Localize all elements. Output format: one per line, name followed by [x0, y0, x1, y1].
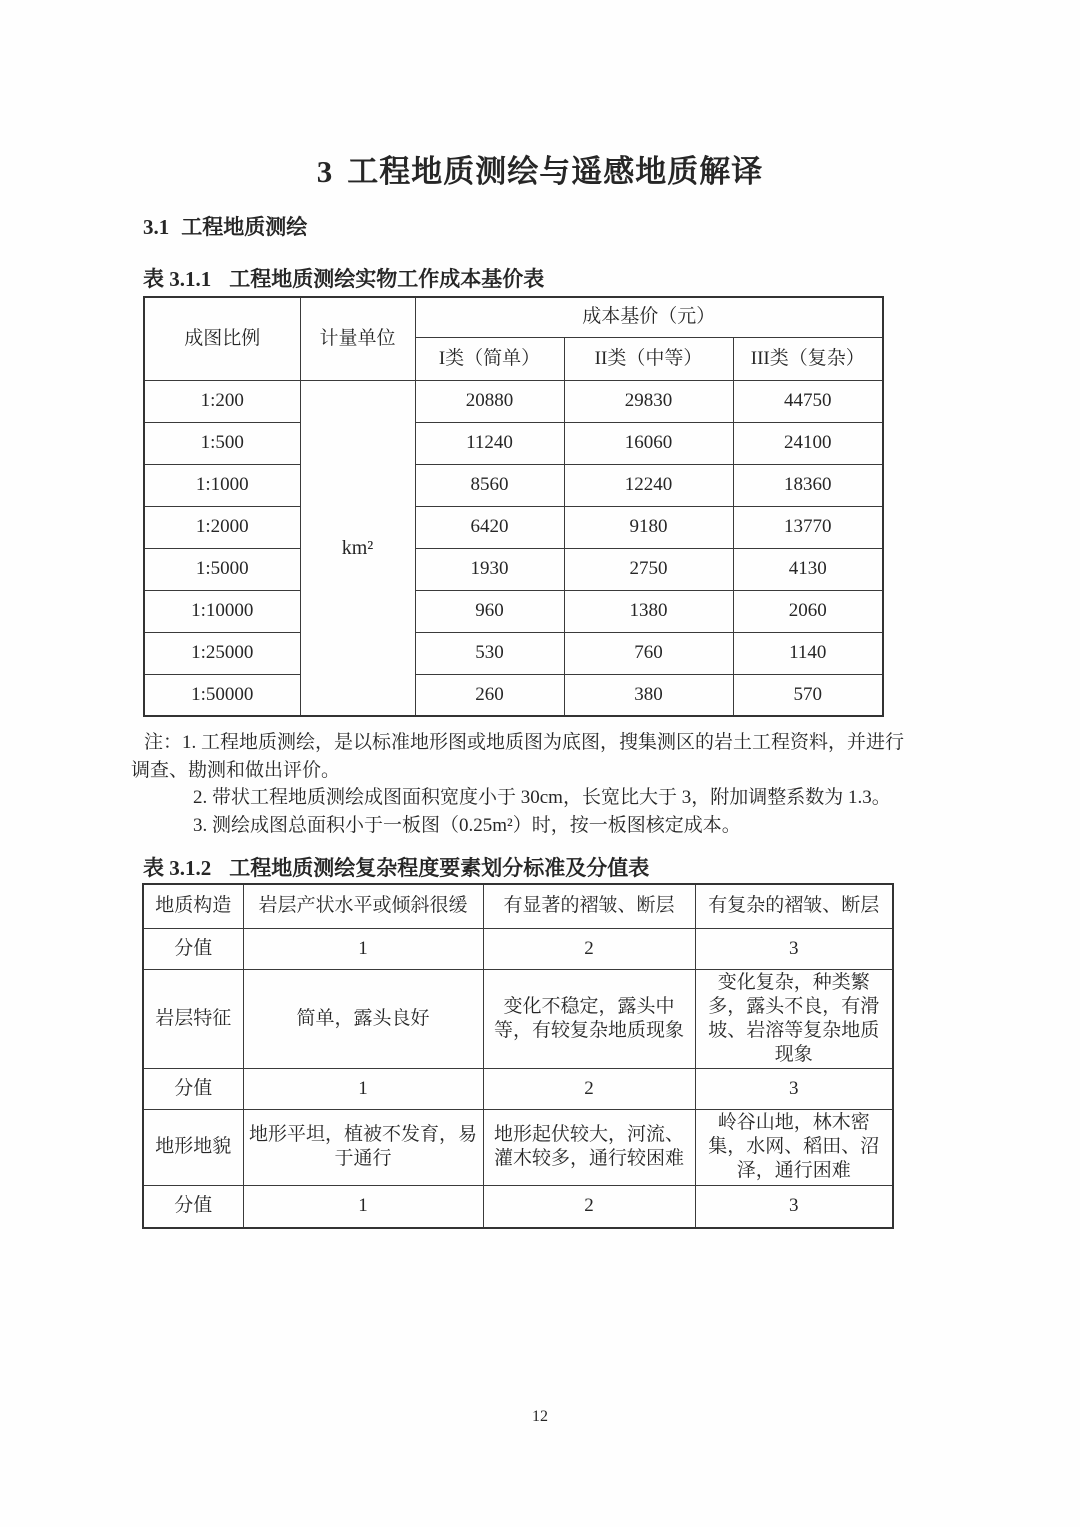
section-heading: [143, 211, 307, 241]
cell-criteria: 变化复杂，种类繁多，露头不良，有滑坡、岩溶等复杂地质现象: [695, 969, 893, 1068]
header-scale: 成图比例: [144, 297, 300, 380]
table-row: [144, 422, 883, 464]
cell-criteria: 岭谷山地，林木密集，水网、稻田、沼泽，通行困难: [695, 1109, 893, 1185]
header-cost-group: 成本基价（元）: [415, 297, 883, 337]
cell-price: 760: [564, 632, 733, 674]
cell-score: 2: [483, 1185, 695, 1228]
cell-criteria: 变化不稳定，露头中等，有较复杂地质现象: [483, 969, 695, 1068]
cell-price: 11240: [415, 422, 564, 464]
cell-price: 20880: [415, 380, 564, 422]
cell-criteria: 有复杂的褶皱、断层: [695, 884, 893, 928]
table-row: [144, 464, 883, 506]
table1-caption-title: 工程地质测绘实物工作成本基价表: [229, 267, 545, 291]
header-class2: II类（中等）: [564, 337, 733, 380]
cell-price: 29830: [564, 380, 733, 422]
cell-price: 2060: [733, 590, 883, 632]
cell-score: 1: [243, 1068, 483, 1109]
table-row: [143, 1068, 893, 1109]
cell-scale: 1:1000: [144, 464, 300, 506]
chapter-title-text: 工程地质测绘与遥感地质解译: [347, 154, 764, 189]
cell-score: 3: [695, 928, 893, 969]
cost-base-price-table: [143, 296, 884, 717]
table-row: [144, 590, 883, 632]
cell-scale: 1:5000: [144, 548, 300, 590]
note-line-3: 2. 带状工程地质测绘成图面积宽度小于 30cm，长宽比大于 3，附加调整系数为 1.3。: [193, 787, 891, 808]
cell-price: 960: [415, 590, 564, 632]
table-row: [143, 884, 893, 928]
cell-price: 4130: [733, 548, 883, 590]
cell-scale: 1:200: [144, 380, 300, 422]
cell-factor-label: 地形地貌: [143, 1109, 243, 1185]
cell-score-label: 分值: [143, 1068, 243, 1109]
table-row: [144, 632, 883, 674]
header-unit: 计量单位: [300, 297, 415, 380]
cell-price: 1930: [415, 548, 564, 590]
table2-caption-title: 工程地质测绘复杂程度要素划分标准及分值表: [229, 856, 650, 880]
chapter-number: 3: [316, 154, 334, 189]
cell-price: 13770: [733, 506, 883, 548]
header-class1: I类（简单）: [415, 337, 564, 380]
cell-price: 570: [733, 674, 883, 716]
cell-factor-label: 岩层特征: [143, 969, 243, 1068]
cell-price: 380: [564, 674, 733, 716]
table-header-row: [144, 297, 883, 337]
cell-price: 2750: [564, 548, 733, 590]
cell-criteria: 地形平坦，植被不发育，易于通行: [243, 1109, 483, 1185]
cell-score-label: 分值: [143, 928, 243, 969]
table2-caption-label: 表 3.1.2: [143, 856, 212, 880]
cell-price: 530: [415, 632, 564, 674]
cell-price: 260: [415, 674, 564, 716]
table-row: [144, 506, 883, 548]
page-title: [0, 146, 1080, 191]
table-row: [143, 1185, 893, 1228]
table1-caption-label: 表 3.1.1: [143, 267, 212, 291]
cell-price: 44750: [733, 380, 883, 422]
header-class3: III类（复杂）: [733, 337, 883, 380]
cell-price: 24100: [733, 422, 883, 464]
cell-price: 6420: [415, 506, 564, 548]
cell-score: 1: [243, 928, 483, 969]
cell-scale: 1:500: [144, 422, 300, 464]
note-line-2: 调查、勘测和做出评价。: [131, 759, 341, 781]
cell-criteria: 岩层产状水平或倾斜很缓: [243, 884, 483, 928]
cell-price: 9180: [564, 506, 733, 548]
cell-price: 16060: [564, 422, 733, 464]
cell-price: 12240: [564, 464, 733, 506]
table-row: [144, 380, 883, 422]
cell-score: 2: [483, 1068, 695, 1109]
section-title-text: 工程地质测绘: [181, 215, 308, 239]
table-row: [144, 548, 883, 590]
cell-unit-value: km²: [300, 380, 415, 716]
cell-price: 18360: [733, 464, 883, 506]
table-row: [143, 1109, 893, 1185]
cell-criteria: 地形起伏较大，河流、灌木较多，通行较困难: [483, 1109, 695, 1185]
cell-score: 3: [695, 1185, 893, 1228]
cell-score-label: 分值: [143, 1185, 243, 1228]
cell-factor-label: 地质构造: [143, 884, 243, 928]
cell-score: 1: [243, 1185, 483, 1228]
cell-scale: 1:10000: [144, 590, 300, 632]
cell-price: 1140: [733, 632, 883, 674]
cell-price: 1380: [564, 590, 733, 632]
cell-price: 8560: [415, 464, 564, 506]
table-row: [143, 928, 893, 969]
table1-caption: [143, 263, 544, 293]
cell-scale: 1:25000: [144, 632, 300, 674]
cell-criteria: 有显著的褶皱、断层: [483, 884, 695, 928]
cell-scale: 1:2000: [144, 506, 300, 548]
cell-scale: 1:50000: [144, 674, 300, 716]
table1-notes: [131, 729, 961, 839]
cell-score: 2: [483, 928, 695, 969]
complexity-score-table: [142, 883, 894, 1229]
page-number: 12: [532, 1408, 548, 1425]
cell-score: 3: [695, 1068, 893, 1109]
table-row: [144, 674, 883, 716]
note-line-1: 注：1. 工程地质测绘，是以标准地形图或地质图为底图，搜集测区的岩土工程资料，并进行: [144, 732, 905, 753]
table2-caption: [143, 852, 649, 882]
section-number: 3.1: [143, 215, 170, 239]
cell-criteria: 简单，露头良好: [243, 969, 483, 1068]
note-line-4: 3. 测绘成图总面积小于一板图（0.25m²）时，按一板图核定成本。: [193, 814, 741, 836]
table-row: [143, 969, 893, 1068]
